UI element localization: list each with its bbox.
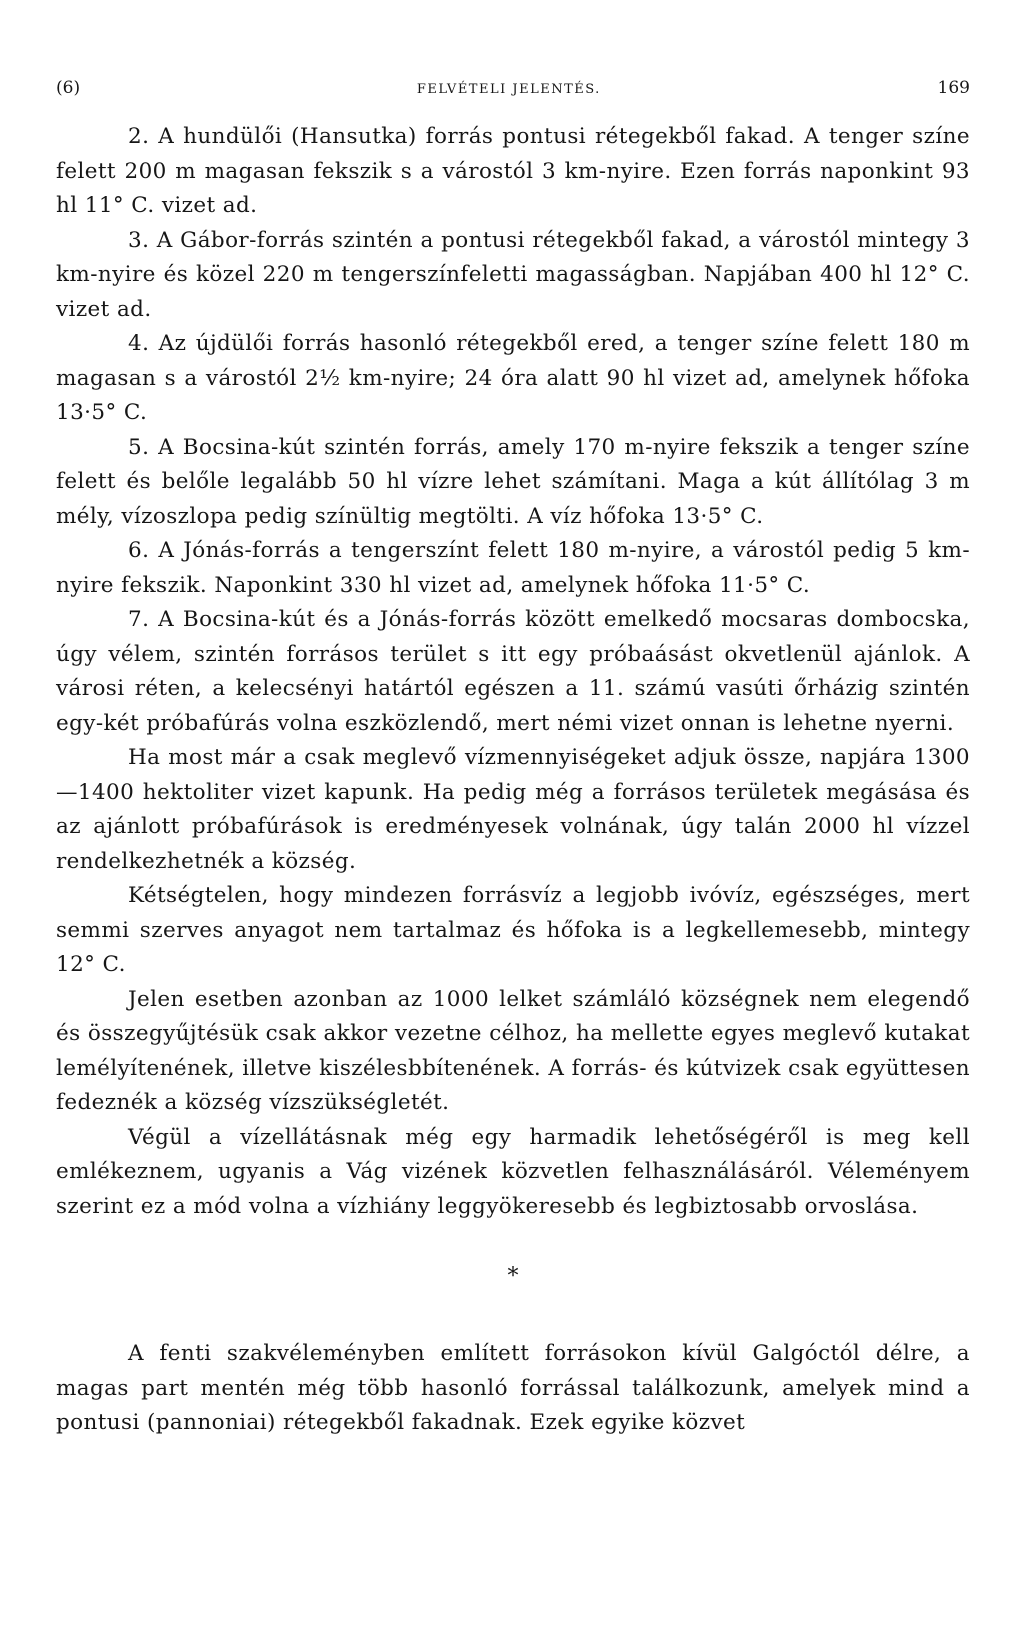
paragraph-item-4: 4. Az újdülői forrás hasonló rétegekből ered, a tenger színe felett 180 m magasan s a várostól 2½ km-nyire; 24 óra alatt 90 hl vizet ad, amelynek hőfoka 13·5° C.	[56, 331, 970, 425]
page-header	[56, 78, 970, 98]
paragraph-quality: Kétségtelen, hogy mindezen forrásvíz a legjobb ivóvíz, egészséges, mert semmi szerves anyagot nem tartalmaz és hőfoka is a legkellemesebb, mintegy 12° C.	[56, 883, 970, 977]
body-text	[56, 120, 970, 1224]
paragraph-sufficiency: Jelen esetben azonban az 1000 lelket számláló községnek nem elegendő és összegyűjtésük csak akkor vezetne célhoz, ha mellette egyes meglevő kutakat lemélyítenének, illetve kiszélesbbítenének. A forrás- és kútvizek csak együttesen fedeznék a község vízszükségletét.	[56, 986, 970, 1115]
paragraph-total: Ha most már a csak meglevő vízmennyiségeket adjuk össze, napjára 1300—1400 hektoliter vizet kapunk. Ha pedig még a forrásos területek megásása és az ajánlott próbafúrások is eredményesek volnának, úgy talán 2000 hl vízzel rendelkezhetnék a község.	[56, 745, 970, 874]
paragraph-vag-river: Végül a vízellátásnak még egy harmadik lehetőségéről is meg kell emlékeznem, ugyanis a Vág vizének közvetlen felhasználásáról. Véleményem szerint ez a mód volna a vízhiány leggyökeresebb és legbiztosabb orvoslása.	[56, 1124, 970, 1219]
paragraph-item-5: 5. A Bocsina-kút szintén forrás, amely 170 m-nyire fekszik a tenger színe felett és belőle legalább 50 hl vízre lehet számítani. Maga a kút állítólag 3 m mély, vízoszlopa pedig színültig megtölti. A víz hőfoka 13·5° C.	[56, 434, 970, 529]
paragraph-closing: A fenti szakvéleményben említett forrásokon kívül Galgóctól délre, a magas part mentén még több hasonló forrással találkozunk, amelyek mind a pontusi (pannoniai) rétegekből fakadnak. Ezek egyike közvet	[56, 1341, 970, 1435]
paragraph-item-6: 6. A Jónás-forrás a tengerszínt felett 180 m-nyire, a várostól pedig 5 km-nyire fekszik. Naponkint 330 hl vizet ad, amelynek hőfoka 11·5° C.	[56, 538, 970, 598]
document-page	[56, 78, 970, 1441]
paragraph-item-7: 7. A Bocsina-kút és a Jónás-forrás között emelkedő mocsaras dombocska, úgy vélem, szintén forrásos terület s itt egy próbaásást okvetlenül ajánlok. A városi réten, a kelecsényi határtól egészen a 11. számú vasúti őrházig szintén egy-két próbafúrás volna eszközlendő, mert némi vizet onnan is lehetne nyerni.	[56, 607, 970, 736]
running-title: FELVÉTELI JELENTÉS.	[416, 82, 601, 97]
paragraph-item-2: 2. A hundülői (Hansutka) forrás pontusi rétegekből fakad. A tenger színe felett 200 m magasan fekszik s a várostól 3 km-nyire. Ezen forrás naponkint 93 hl 11° C. vizet ad.	[56, 124, 970, 218]
header-left-mark: (6)	[56, 78, 81, 98]
page-number: 169	[937, 78, 970, 98]
section-separator-asterisk: *	[507, 1264, 519, 1289]
paragraph-item-3: 3. A Gábor-forrás szintén a pontusi rétegekből fakad, a várostól mintegy 3 km-nyire és közel 220 m tengerszínfeletti magasságban. Napjában 400 hl 12° C. vizet ad.	[56, 227, 970, 322]
